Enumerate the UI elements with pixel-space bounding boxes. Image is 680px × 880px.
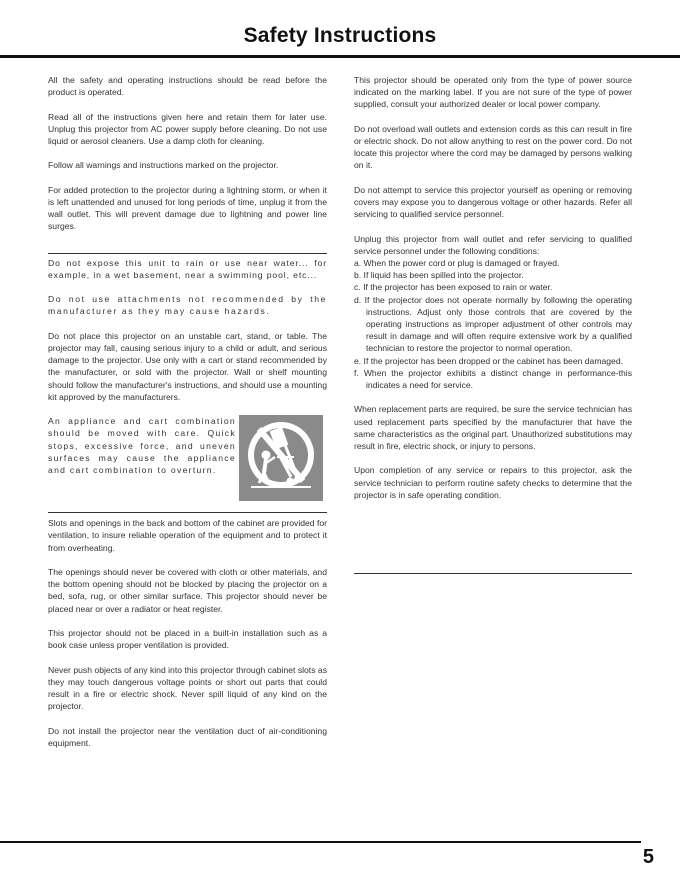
list-item: f. When the projector exhibits a distinct change in performance-this indicates a need for service. xyxy=(354,367,632,391)
list-item: a. When the power cord or plug is damaged or frayed. xyxy=(354,258,560,268)
section-divider xyxy=(48,512,327,513)
para-overload-outlets: Do not overload wall outlets and extension cords as this can result in fire or electric shock. Do not allow anything to rest on the power cord. Do not locate this projector where the cord may be damaged by persons walking on it. xyxy=(354,123,633,171)
para-unplug-conditions: Unplug this projector from wall outlet and refer servicing to qualified service personnel under the following conditions: xyxy=(354,233,632,256)
para-lightning: For added protection to the projector during a lightning storm, or when it is left unattended and unused for long periods of time, unplug it from the wall outlet. This will prevent damage due to lightning and power line surges. xyxy=(48,184,327,232)
para-follow-warnings: Follow all warnings and instructions marked on the projector. xyxy=(48,160,279,171)
para-attachments: Do not use attachments not recommended by the manufacturer as they may cause hazards. xyxy=(48,294,327,317)
left-column xyxy=(48,74,327,761)
page-title: Safety Instructions xyxy=(243,24,437,47)
para-power-source: This projector should be operated only from the type of power source indicated on the marking label. If you are not sure of the type of power supplied, consult your authorized dealer or local power company. xyxy=(354,75,632,110)
para-cart-combination: An appliance and cart combination should be moved with care. Quick stops, excessive force, and uneven surfaces may cause the appliance and cart combination to overturn. xyxy=(48,416,236,475)
para-replacement-parts: When replacement parts are required, be sure the service technician has used replacement parts specified by the manufacturer that have the same characteristics as the original part. Unauthorized substitutions may result in fire, electric shock, or injury to persons. xyxy=(354,404,632,452)
para-rain-water: Do not expose this unit to rain or use near water... for example, in a wet basement, near a swimming pool, etc... xyxy=(48,257,327,280)
list-item: d. If the projector does not operate normally by following the operating instructions. Adjust only those controls that are covered by the operating instructions as improper adjustment of other controls may result in damage and will often require extensive work by a qualified technician to restore the projector to normal operation. xyxy=(354,294,632,354)
cart-tipover-warning-image xyxy=(239,415,323,501)
title-rule xyxy=(0,55,680,58)
para-builtin-installation: This projector should not be placed in a built-in installation such as a book case unless proper ventilation is provided. xyxy=(48,628,327,651)
cart-warning xyxy=(48,415,327,476)
para-ventilation-duct: Do not install the projector near the ventilation duct of air-conditioning equipment. xyxy=(48,725,327,748)
para-ventilation-slots: Slots and openings in the back and bottom of the cabinet are provided for ventilation, to insure reliable operation of the equipment and to protect it from overheating. xyxy=(48,518,328,553)
list-item: b. If liquid has been spilled into the projector. xyxy=(354,270,524,281)
service-conditions-list xyxy=(354,257,632,391)
footer-rule xyxy=(0,841,641,843)
para-self-service: Do not attempt to service this projector yourself as opening or removing covers may expose you to dangerous voltage or other hazards. Refer all servicing to qualified service personnel. xyxy=(354,184,632,220)
page-number: 5 xyxy=(642,846,654,868)
para-retain-instructions: Read all of the instructions given here and retain them for later use. Unplug this projector from AC power supply before cleaning. Do not use liquid or aerosol cleaners. Use a damp cloth for cleaning. xyxy=(48,111,327,146)
para-read-before-use: All the safety and operating instructions should be read before the product is operated. xyxy=(48,75,327,98)
list-item: e. If the projector has been dropped or the cabinet has been damaged. xyxy=(354,355,623,366)
section-divider xyxy=(354,573,632,574)
section-divider xyxy=(48,253,327,254)
para-push-objects: Never push objects of any kind into this projector through cabinet slots as they may touch dangerous voltage points or short out parts that could result in a fire or electric shock. Never spill liquid of any kind on the projector. xyxy=(48,664,327,712)
para-unstable-cart: Do not place this projector on an unstable cart, stand, or table. The projector may fall, causing serious injury to a child or adult, and serious damage to the projector. Use only with a cart or stand recommended by the manufacturer, or sold with the projector. Wall or shelf mounting should follow the manufacturer's instructions, and should use a mounting kit approved by the manufacturers. xyxy=(48,330,327,402)
para-openings-covered: The openings should never be covered with cloth or other materials, and the bottom opening should not be blocked by placing the projector on a bed, sofa, rug, or other similar surface. This projector should never be placed near or over a radiator or heat register. xyxy=(48,567,327,614)
para-safety-checks: Upon completion of any service or repairs to this projector, ask the service technician to perform routine safety checks to determine that the projector is in safe operating condition. xyxy=(354,465,632,500)
cart-tipover-warning-icon xyxy=(239,415,323,501)
right-column xyxy=(354,74,632,574)
list-item: c. If the projector has been exposed to rain or water. xyxy=(354,282,553,293)
